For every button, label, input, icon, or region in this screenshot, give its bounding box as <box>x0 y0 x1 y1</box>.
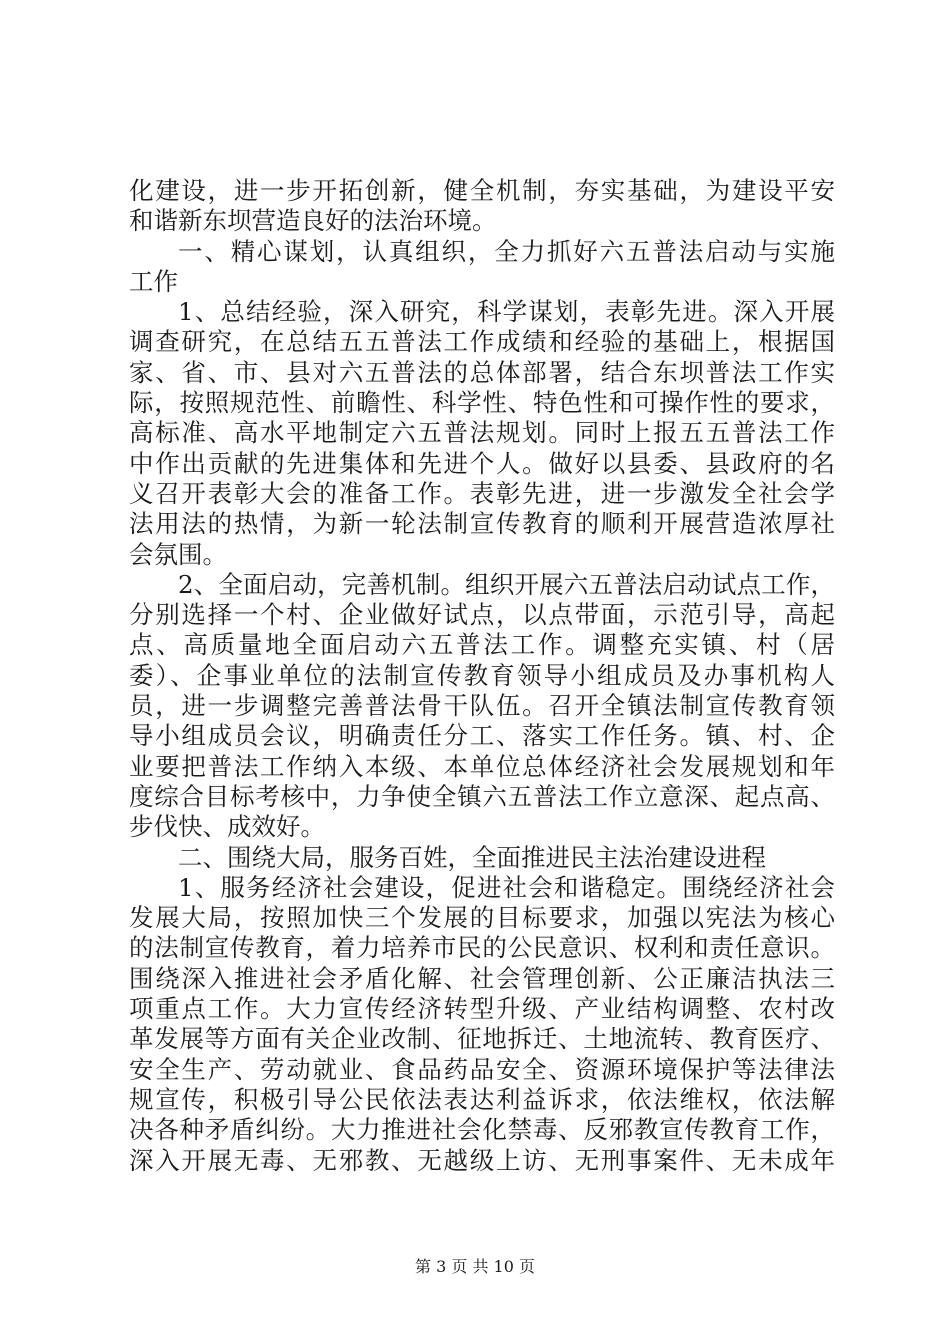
text-line: 员，进一步调整完善普法骨干队伍。召开全镇法制宣传教育领 <box>129 691 835 721</box>
text-line: 2、全面启动，完善机制。组织开展六五普法启动试点工作， <box>178 569 835 599</box>
text-line: 发展大局，按照加快三个发展的目标要求，加强以宪法为核心 <box>129 903 835 933</box>
text-line: 项重点工作。大力宣传经济转型升级、产业结构调整、农村改 <box>129 994 835 1024</box>
text-line: 委）、企事业单位的法制宣传教育领导小组成员及办事机构人 <box>129 660 835 690</box>
text-line: 分别选择一个村、企业做好试点，以点带面，示范引导，高起 <box>129 600 835 630</box>
text-line: 革发展等方面有关企业改制、征地拆迁、土地流转、教育医疗、 <box>129 1024 835 1054</box>
text-line: 1、总结经验，深入研究，科学谋划，表彰先进。深入开展 <box>178 297 835 327</box>
text-line: 际，按照规范性、前瞻性、科学性、特色性和可操作性的要求， <box>129 388 835 418</box>
text-line: 化建设，进一步开拓创新，健全机制，夯实基础，为建设平安 <box>129 176 835 205</box>
text-line: 家、省、市、县对六五普法的总体部署，结合东坝普法工作实 <box>129 357 835 387</box>
text-line: 一、精心谋划，认真组织，全力抓好六五普法启动与实施 <box>178 236 835 266</box>
page-footer: 第 3 页 共 10 页 <box>415 1257 535 1276</box>
text-line: 导小组成员会议，明确责任分工、落实工作任务。镇、村、企 <box>129 721 835 751</box>
text-line: 工作 <box>129 266 178 296</box>
text-line: 规宣传，积极引导公民依法表达利益诉求，依法维权，依法解 <box>129 1084 835 1114</box>
text-line: 深入开展无毒、无邪教、无越级上访、无刑事案件、无未成年 <box>129 1145 835 1175</box>
text-line: 法用法的热情，为新一轮法制宣传教育的顺利开展营造浓厚社 <box>129 509 835 539</box>
text-line: 点、高质量地全面启动六五普法工作。调整充实镇、村（居 <box>129 630 835 660</box>
text-line: 调查研究，在总结五五普法工作成绩和经验的基础上，根据国 <box>129 327 835 357</box>
text-line: 义召开表彰大会的准备工作。表彰先进，进一步激发全社会学 <box>129 478 835 508</box>
text-line: 决各种矛盾纠纷。大力推进社会化禁毒、反邪教宣传教育工作， <box>129 1115 835 1145</box>
text-line: 围绕深入推进社会矛盾化解、社会管理创新、公正廉洁执法三 <box>129 963 835 993</box>
text-line: 中作出贡献的先进集体和先进个人。做好以县委、县政府的名 <box>129 448 835 478</box>
text-line: 和谐新东坝营造良好的法治环境。 <box>129 206 497 236</box>
text-line: 度综合目标考核中，力争使全镇六五普法工作立意深、起点高、 <box>129 781 835 811</box>
text-line: 业要把普法工作纳入本级、本单位总体经济社会发展规划和年 <box>129 751 835 781</box>
text-line: 会氛围。 <box>129 539 227 569</box>
text-line: 1、服务经济社会建设，促进社会和谐稳定。围绕经济社会 <box>178 872 835 902</box>
document-body <box>129 176 835 1176</box>
text-line: 步伐快、成效好。 <box>129 812 325 842</box>
text-line: 高标准、高水平地制定六五普法规划。同时上报五五普法工作 <box>129 418 835 448</box>
text-line: 二、围绕大局，服务百姓，全面推进民主法治建设进程 <box>178 842 766 872</box>
text-line: 安全生产、劳动就业、食品药品安全、资源环境保护等法律法 <box>129 1054 835 1084</box>
text-line: 的法制宣传教育，着力培养市民的公民意识、权利和责任意识。 <box>129 933 835 963</box>
